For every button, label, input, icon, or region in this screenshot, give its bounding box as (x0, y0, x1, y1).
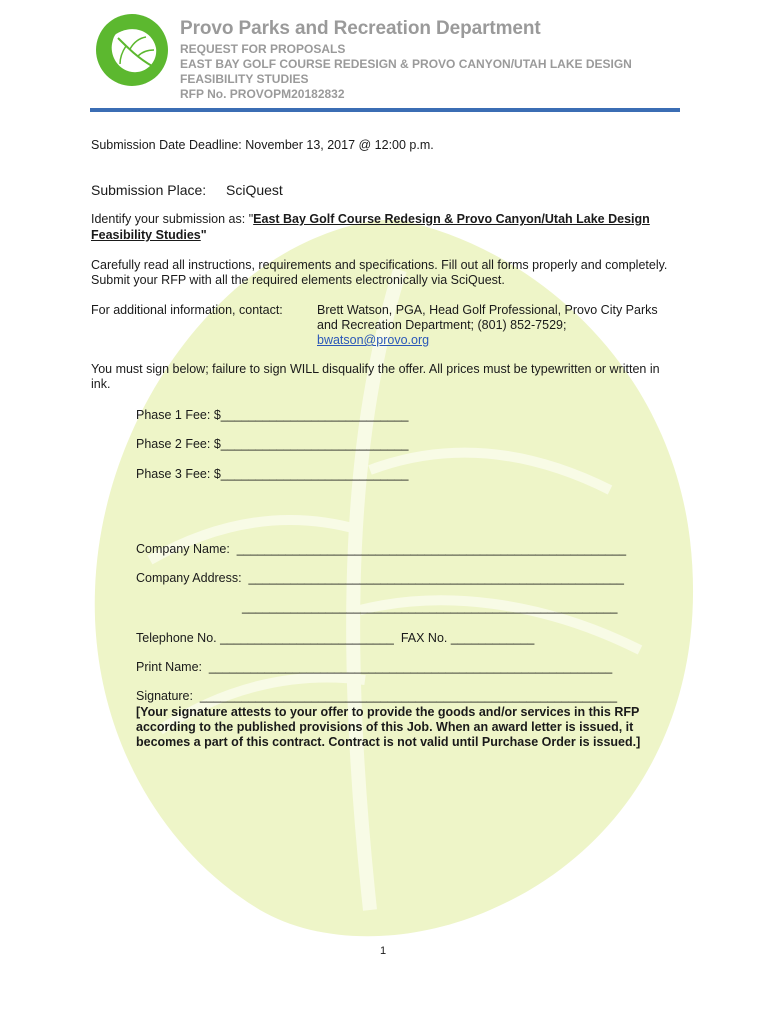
attestation-line2: according to the published provisions of this Job. When an award letter is issued, it (136, 720, 634, 734)
provo-leaf-logo (94, 12, 170, 88)
rfp-number: RFP No. PROVOPM20182832 (180, 87, 345, 101)
instructions-line1: Carefully read all instructions, requirements and specifications. Fill out all forms properly and completely. (91, 258, 668, 272)
phase3-fee-field[interactable]: Phase 3 Fee: $___________________________ (136, 467, 409, 481)
instructions-line2: Submit your RFP with all the required elements electronically via SciQuest. (91, 273, 505, 287)
company-address-line2-field[interactable]: ______________________________________________________ (242, 600, 618, 614)
submission-place-label: Submission Place: (91, 182, 207, 198)
project-title-line1: EAST BAY GOLF COURSE REDESIGN & PROVO CANYON/UTAH LAKE DESIGN (180, 57, 632, 71)
identify-line2 (91, 228, 207, 242)
rfp-heading: REQUEST FOR PROPOSALS (180, 42, 346, 56)
submission-deadline: Submission Date Deadline: November 13, 2017 @ 12:00 p.m. (91, 138, 434, 152)
department-title: Provo Parks and Recreation Department (180, 18, 541, 39)
identify-title-line2: Feasibility Studies (91, 228, 201, 242)
identify-prefix: Identify your submission as: " (91, 212, 254, 226)
contact-label: For additional information, contact: (91, 303, 283, 317)
attestation-line3: becomes a part of this contract. Contract is not valid until Purchase Order is issued.] (136, 735, 641, 749)
telephone-fax-field[interactable]: Telephone No. _________________________ FAX No. ____________ (136, 631, 535, 645)
identify-suffix: " (200, 228, 207, 242)
page-number: 1 (380, 945, 387, 957)
sign-notice-line2: ink. (91, 377, 111, 391)
phase1-fee-field[interactable]: Phase 1 Fee: $___________________________ (136, 408, 409, 422)
contact-line1: Brett Watson, PGA, Head Golf Professional, Provo City Parks (317, 303, 658, 317)
sign-notice-line1: You must sign below; failure to sign WILL disqualify the offer. All prices must be typewritten or written in (91, 362, 660, 376)
header-rule (90, 108, 680, 112)
company-address-field[interactable]: Company Address: ______________________________________________________ (136, 571, 624, 585)
contact-line2: and Recreation Department; (801) 852-7529; (317, 318, 567, 332)
project-title-line2: FEASIBILITY STUDIES (180, 72, 309, 86)
submission-place-value: SciQuest (226, 182, 283, 198)
print-name-field[interactable]: Print Name: __________________________________________________________ (136, 660, 613, 674)
identify-title-line1: East Bay Golf Course Redesign & Provo Canyon/Utah Lake Design (253, 212, 650, 226)
attestation-line1: [Your signature attests to your offer to provide the goods and/or services in this RFP (136, 705, 640, 719)
contact-email-link[interactable]: bwatson@provo.org (317, 333, 430, 347)
phase2-fee-field[interactable]: Phase 2 Fee: $___________________________ (136, 437, 409, 451)
company-name-field[interactable]: Company Name: ________________________________________________________ (136, 542, 627, 556)
signature-field[interactable]: Signature: ____________________________________________________________ (136, 689, 618, 703)
identify-line1 (91, 212, 650, 226)
